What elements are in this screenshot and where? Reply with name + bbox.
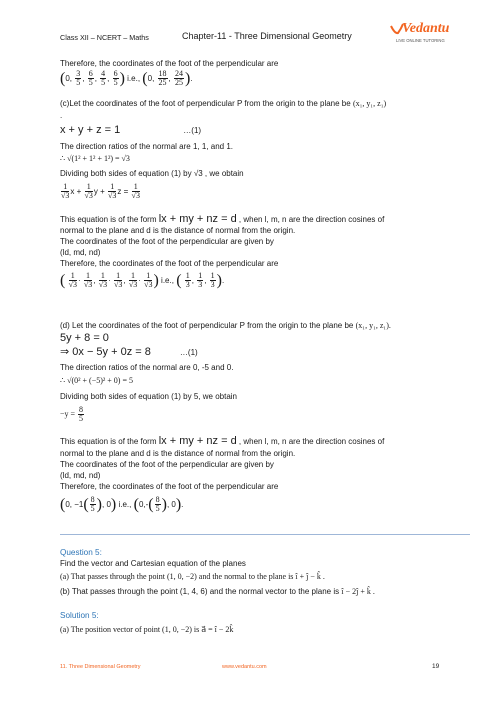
question-part-b: (b) That passes through the point (1, 4, 6) and the normal vector to the plane is î − 2ĵ + k̂ .	[60, 587, 375, 596]
text-line: Dividing both sides of equation (1) by 5, we obtain	[60, 392, 237, 401]
solution-heading: Solution 5:	[60, 611, 99, 620]
text-line: Therefore, the coordinates of the foot of the perpendicular are	[60, 59, 279, 68]
text-line: normal to the plane and d is the distance of normal from the origin.	[60, 226, 296, 235]
text-line: Therefore, the coordinates of the foot of the perpendicular are	[60, 482, 279, 491]
logo-tagline: LIVE ONLINE TUTORING	[396, 38, 445, 43]
text-line: Dividing both sides of equation (1) by √3 , we obtain	[60, 169, 244, 178]
text-line: The coordinates of the foot of the perpendicular are given by	[60, 460, 274, 469]
math-y-eq: −y = $\frac{8}{5}$	[60, 405, 84, 424]
math-normalized-eq: $\frac{1}{√3}$ x + $\frac{1}{√3}$ y + $\frac{1}{√3}$ z = $\frac{1}{√3}$	[61, 182, 140, 201]
text-line: The direction ratios of the normal are 1, 1, and 1.	[60, 142, 233, 151]
text-line: normal to the plane and d is the distance of normal from the origin.	[60, 449, 296, 458]
ie-label: i.e.,	[127, 74, 141, 83]
text-line: Therefore, the coordinates of the foot of the perpendicular are	[60, 259, 279, 268]
text-line: This equation is of the form lx + my + nz = d , when l, m, n are the direction cosines of	[60, 435, 385, 447]
question-text: Find the vector and Cartesian equation of the planes	[60, 559, 246, 568]
logo-wordmark: Vedantu	[402, 21, 450, 36]
equation-d: 5y + 8 = 0	[60, 332, 109, 344]
math-coords-c1: (0, $\frac{3}{5}$ , $\frac{6}{5}$ , $\frac{4}{5}$ , $\frac{6}{5}$ ) i.e., (0, $\frac{18}{25}$ , $\frac{24}{25}$ ).	[60, 69, 193, 88]
header-class-label: Class XII – NCERT – Maths	[60, 33, 149, 42]
text-line: (ld, md, nd)	[60, 248, 101, 257]
page-number: 19	[432, 663, 440, 670]
header-chapter-title: Chapter-11 - Three Dimensional Geometry	[182, 31, 352, 41]
section-divider	[60, 534, 470, 535]
math-line: ∴ √(0² + (−5)² + 0) = 5	[60, 376, 133, 385]
text-line: (c)Let the coordinates of the foot of perpendicular P from the origin to the plane be (x₁, y₁, z₁)	[60, 99, 387, 108]
vedantu-logo	[390, 21, 452, 49]
footer-website-link[interactable]: www.vedantu.com	[222, 664, 267, 670]
text-line: This equation is of the form lx + my + nz = d , when l, m, n are the direction cosines of	[60, 213, 385, 225]
math-coords-c2: ( $\frac{1}{√3}$ · $\frac{1}{√3}$ , $\frac{1}{√3}$ · $\frac{1}{√3}$ , $\frac{1}{√3}$ · $\frac{1}{√3}$ ) i.e., ( $\frac{1}{3}$ , $\frac{1}{3}$ , $\frac{1}{3}$ ).	[60, 271, 225, 290]
question-heading: Question 5:	[60, 548, 102, 557]
equation-d1: ⇒ 0x − 5y + 0z = 8 …(1)	[60, 346, 198, 358]
equation-1: x + y + z = 1 …(1)	[60, 124, 202, 136]
question-part-a: (a) That passes through the point (1, 0, −2) and the normal to the plane is î + ĵ − k̂ .	[60, 572, 325, 581]
text-line: (d) Let the coordinates of the foot of perpendicular P from the origin to the plane be (x₁, y₁, z₁).	[60, 321, 391, 330]
footer-chapter: 11. Three Dimensional Geometry	[60, 664, 141, 670]
math-line: ∴ √(1² + 1² + 1²) = √3	[60, 154, 130, 163]
text-line: The coordinates of the foot of the perpendicular are given by	[60, 237, 274, 246]
text-line: The direction ratios of the normal are 0, -5 and 0.	[60, 363, 234, 372]
math-coords-d: (0, −1( $\frac{8}{5}$ ), 0) i.e., (0,-( $\frac{8}{5}$ ), 0).	[60, 495, 184, 514]
text-line: .	[60, 111, 63, 120]
solution-part-a: (a) The position vector of point (1, 0, −2) is a⃗ = î − 2k̂	[60, 625, 234, 634]
text-line: (ld, md, nd)	[60, 471, 101, 480]
